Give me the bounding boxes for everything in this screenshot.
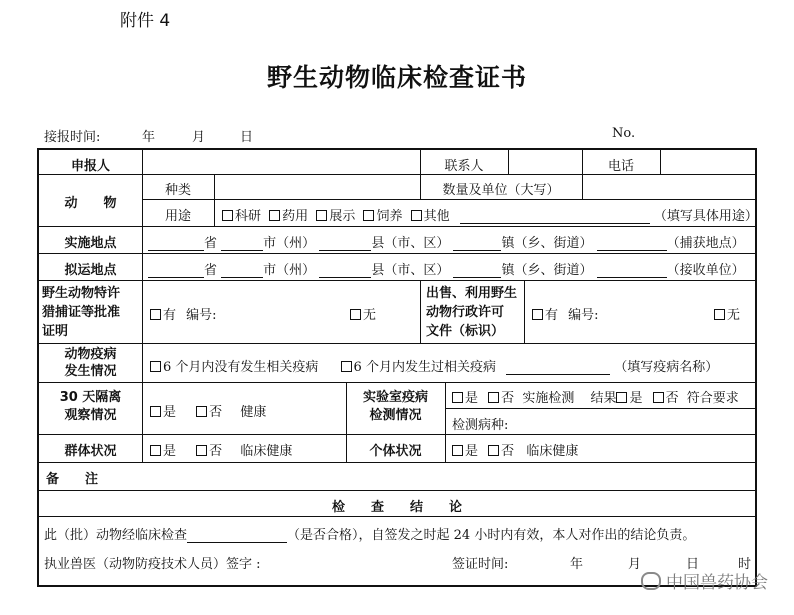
- usage-label: 用途: [164, 209, 191, 224]
- impl-site-address: 省 市（州） 县（市、区） 镇（乡、街道） （捕获地点）: [148, 232, 745, 251]
- checkbox-result-yes[interactable]: [616, 392, 627, 403]
- applicant-label: 申报人: [70, 159, 110, 174]
- permit-left-label: 野生动物特许 猎捕证等批准 证明: [42, 286, 121, 339]
- plan-site-label: 拟运地点: [64, 263, 117, 278]
- sign-time-label: 签证时间:: [452, 557, 509, 572]
- checkbox-permit-none[interactable]: [350, 309, 361, 320]
- province-field[interactable]: [148, 236, 204, 251]
- lab-disease-label: 检测病种:: [452, 418, 509, 433]
- checkbox-quarantine-yes[interactable]: [150, 406, 161, 417]
- town-field[interactable]: [453, 263, 501, 278]
- town-field[interactable]: [453, 236, 501, 251]
- province-field[interactable]: [148, 263, 204, 278]
- checkbox-permit-have[interactable]: [150, 309, 161, 320]
- report-month: 月: [192, 130, 206, 145]
- checkbox-individual-no[interactable]: [488, 445, 499, 456]
- sign-month: 月: [628, 557, 642, 572]
- usage-detail-field[interactable]: [460, 209, 650, 224]
- species-label: 种类: [164, 183, 191, 198]
- checkbox-research[interactable]: [222, 210, 233, 221]
- lab-options: 是 否 实施检测 结果 是 否 符合要求: [452, 387, 739, 406]
- impl-site-label: 实施地点: [64, 236, 117, 251]
- checkbox-other[interactable]: [411, 210, 422, 221]
- checkbox-display[interactable]: [316, 210, 327, 221]
- report-time-label: 接报时间:: [44, 130, 101, 145]
- checkbox-individual-yes[interactable]: [452, 445, 463, 456]
- pass-result-field[interactable]: [187, 528, 287, 543]
- group-options: 是 否 临床健康: [150, 440, 292, 459]
- quantity-label: 数量及单位（大写）: [442, 183, 560, 198]
- city-field[interactable]: [221, 263, 263, 278]
- conclusion-heading: 检 查 结 论: [331, 500, 462, 515]
- checkbox-raising[interactable]: [363, 210, 374, 221]
- lab-label: 实验室疫病 检测情况: [362, 390, 428, 423]
- checkbox-medicinal[interactable]: [269, 210, 280, 221]
- quarantine-options: 是 否 健康: [150, 401, 266, 420]
- individual-options: 是 否 临床健康: [452, 440, 578, 459]
- city-field[interactable]: [221, 236, 263, 251]
- checkbox-no-epidemic[interactable]: [150, 361, 161, 372]
- sign-hour: 时: [738, 557, 752, 572]
- plan-site-address: 省 市（州） 县（市、区） 镇（乡、街道） （接收单位）: [148, 259, 745, 278]
- sign-day: 日: [686, 557, 700, 572]
- individual-label: 个体状况: [369, 444, 422, 459]
- capture-site-field[interactable]: [597, 236, 667, 251]
- page-title: 野生动物临床检查证书: [266, 63, 527, 92]
- county-field[interactable]: [319, 236, 371, 251]
- usage-options: 科研 药用 展示 饲养 其他 （填写具体用途）: [222, 205, 758, 224]
- epidemic-name-field[interactable]: [506, 360, 610, 375]
- serial-no-label: No.: [612, 126, 636, 141]
- quarantine-label: 30 天隔离 观察情况: [59, 390, 122, 423]
- checkbox-lab-no[interactable]: [488, 392, 499, 403]
- checkbox-license-have[interactable]: [532, 309, 543, 320]
- permit-right-label: 出售、利用野生 动物行政许可 文件（标识）: [426, 286, 518, 339]
- permit-left-have: 有 编号:: [150, 304, 217, 323]
- epidemic-label: 动物疫病 发生情况: [64, 347, 117, 379]
- permit-right-none: 无: [714, 304, 740, 323]
- remark-label: 备 注: [46, 472, 99, 487]
- contact-label: 联系人: [444, 159, 484, 174]
- phone-label: 电话: [607, 159, 634, 174]
- checkbox-result-no[interactable]: [653, 392, 664, 403]
- epidemic-options: 6 个月内没有发生相关疫病 6 个月内发生过相关疫病 （填写疫病名称）: [150, 356, 718, 375]
- checkbox-quarantine-no[interactable]: [196, 406, 207, 417]
- vet-signature-label: 执业兽医（动物防疫技术人员）签字 :: [44, 557, 261, 572]
- sign-year: 年: [570, 557, 584, 572]
- watermark: 中国兽药协会: [641, 568, 768, 593]
- permit-left-none: 无: [350, 304, 376, 323]
- county-field[interactable]: [319, 263, 371, 278]
- conclusion-statement: 此（批）动物经临床检查 （是否合格），自签发之时起 24 小时内有效，本人对作出的结论负责。: [44, 528, 696, 543]
- attachment-label: 附件 4: [120, 11, 171, 31]
- permit-right-have: 有 编号:: [532, 304, 599, 323]
- usage-hint: （填写具体用途）: [653, 209, 758, 224]
- checkbox-license-none[interactable]: [714, 309, 725, 320]
- receive-unit-field[interactable]: [597, 263, 667, 278]
- group-label: 群体状况: [64, 444, 117, 459]
- checkbox-lab-yes[interactable]: [452, 392, 463, 403]
- animal-label: 动 物: [64, 196, 117, 211]
- report-year: 年: [142, 130, 156, 145]
- checkbox-group-no[interactable]: [196, 445, 207, 456]
- wechat-icon: [641, 572, 661, 590]
- checkbox-group-yes[interactable]: [150, 445, 161, 456]
- checkbox-had-epidemic[interactable]: [341, 361, 352, 372]
- report-day: 日: [240, 130, 254, 145]
